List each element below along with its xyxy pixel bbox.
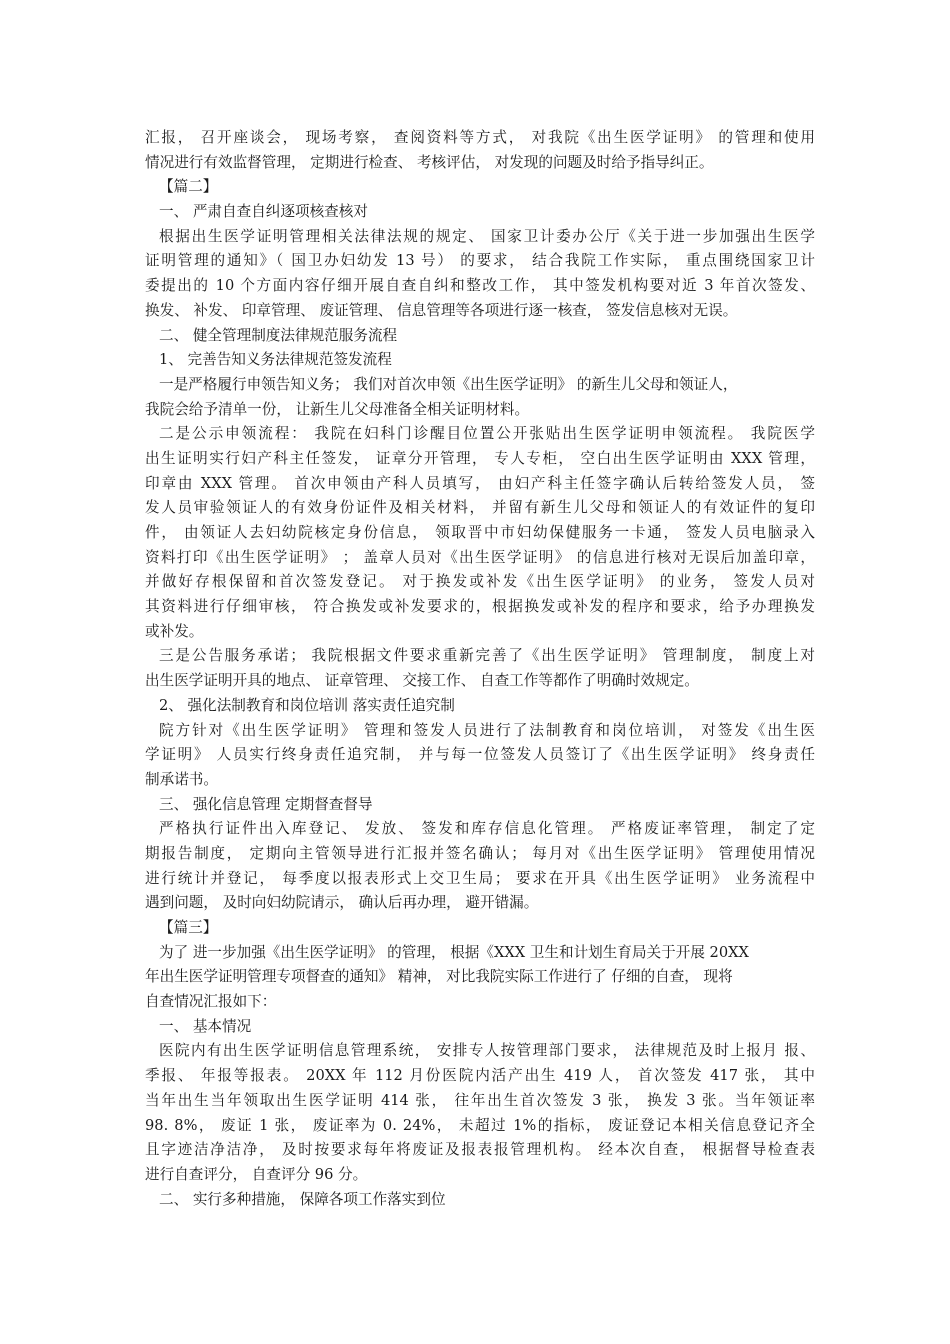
text-line: 并做好存根保留和首次签发登记。 对于换发或补发《出生医学证明》 的业务， 签发人员对 <box>145 573 815 591</box>
text-line: 二、 实行多种措施， 保障各项工作落实到位 <box>159 1190 446 1208</box>
text-line: 【篇三】 <box>159 919 218 936</box>
text-line: 汇报， 召开座谈会， 现场考察， 查阅资料等方式， 对我院《出生医学证明》 的管理和使用 <box>145 129 815 146</box>
text-line: 院方针对《出生医学证明》 管理和签发人员进行了法制教育和岗位培训， 对签发《出生医 <box>159 721 815 739</box>
text-line: 严格执行证件出入库登记、 发放、 签发和库存信息化管理。 严格废证率管理， 制定了定 <box>159 820 815 838</box>
text-line: 一是严格履行申领告知义务； 我们对首次申领《出生医学证明》 的新生儿父母和领证人， <box>159 375 738 393</box>
text-line: 进行自查评分， 自查评分 96 分。 <box>145 1165 368 1183</box>
text-line: 件， 由领证人去妇幼院核定身份信息， 领取晋中市妇幼保健服务一卡通， 签发人员电脑录入 <box>145 524 815 541</box>
text-line: 98. 8%， 废证 1 张， 废证率为 0. 24%， 未超过 1%的指标， 废证登记本相关信息登记齐全 <box>145 1116 815 1134</box>
text-line: 情况进行有效监督管理， 定期进行检查、 考核评估， 对发现的问题及时给予指导纠正。 <box>145 153 714 171</box>
text-line: 证明管理的通知》（ 国卫办妇幼发 13 号） 的要求， 结合我院工作实际， 重点围绕国家卫计 <box>145 252 815 270</box>
text-line: 当年出生当年领取出生医学证明 414 张， 往年出生首次签发 3 张， 换发 3 张。当年领证率 <box>145 1091 815 1109</box>
document-body <box>145 126 815 1212</box>
text-line: 学证明》 人员实行终身责任追究制， 并与每一位签发人员签订了《出生医学证明》 终身责任 <box>145 746 815 764</box>
text-line: 我院会给予清单一份， 让新生儿父母准备全相关证明材料。 <box>145 400 530 418</box>
text-line: 换发、 补发、 印章管理、 废证管理、 信息管理等各项进行逐一核查， 签发信息核对无误。 <box>145 301 738 319</box>
text-line: 且字迹洁净洁净， 及时按要求每年将废证及报表报管理机构。 经本次自查， 根据督导检查表 <box>145 1141 815 1159</box>
text-line: 期报告制度， 定期向主管领导进行汇报并签名确认； 每月对《出生医学证明》 管理使用情况 <box>145 844 815 862</box>
text-line: 二是公示申领流程： 我院在妇科门诊醒目位置公开张贴出生医学证明申领流程。 我院医学 <box>159 425 815 443</box>
text-line: 遇到问题， 及时向妇幼院请示， 确认后再办理， 避开错漏。 <box>145 894 539 912</box>
text-line: 2、 强化法制教育和岗位培训 落实责任追究制 <box>159 696 455 714</box>
text-line: 1、 完善告知义务法律规范签发流程 <box>159 351 392 369</box>
text-line: 资料打印《出生医学证明》 ； 盖章人员对《出生医学证明》 的信息进行核对无误后加盖印章， <box>145 548 815 566</box>
text-line: 出生医学证明开具的地点、 证章管理、 交接工作、 自查工作等都作了明确时效规定。 <box>145 672 699 690</box>
text-line: 印章由 XXX 管理。 首次申领由产科人员填写， 由妇产科主任签字确认后转给签发人员， 签 <box>145 474 815 492</box>
text-line: 出生证明实行妇产科主任签发， 证章分开管理， 专人专柜， 空白出生医学证明由 XXX 管理， <box>145 449 815 467</box>
text-line: 进行统计并登记， 每季度以报表形式上交卫生局； 要求在开具《出生医学证明》 业务流程中 <box>145 869 815 887</box>
text-line: 根据出生医学证明管理相关法律法规的规定、 国家卫计委办公厅《关于进一步加强出生医学 <box>159 227 815 245</box>
text-line: 季报、 年报等报表。 20XX 年 112 月份医院内活产出生 419 人， 首次签发 417 张， 其中 <box>145 1067 815 1085</box>
text-line: 或补发。 <box>145 622 204 640</box>
text-line: 委提出的 10 个方面内容仔细开展自查自纠和整改工作， 其中签发机构要对近 3 年首次签发、 <box>145 277 815 295</box>
text-line: 三、 强化信息管理 定期督查督导 <box>159 795 373 813</box>
text-line: 【篇二】 <box>159 178 218 196</box>
text-line: 发人员审验领证人的有效身份证件及相关材料， 并留有新生儿父母和领证人的有效证件的复印 <box>145 499 815 517</box>
text-line: 为了 进一步加强《出生医学证明》 的管理， 根据《XXX 卫生和计划生育局关于开展 20XX <box>159 943 749 961</box>
text-line: 年出生医学证明管理专项督查的通知》 精神， 对比我院实际工作进行了 仔细的自查， 现将 <box>145 968 733 986</box>
text-line: 自查情况汇报如下： <box>145 993 277 1011</box>
text-line: 其资料进行仔细审核， 符合换发或补发要求的，根据换发或补发的程序和要求，给予办理换发 <box>145 598 815 616</box>
text-line: 医院内有出生医学证明信息管理系统， 安排专人按管理部门要求， 法律规范及时上报月 报、 <box>159 1042 815 1060</box>
text-line: 一、 基本情况 <box>159 1017 252 1035</box>
text-line: 制承诺书。 <box>145 770 218 788</box>
text-line: 三是公告服务承诺； 我院根据文件要求重新完善了《出生医学证明》 管理制度， 制度上对 <box>159 647 815 665</box>
text-line: 二、 健全管理制度法律规范服务流程 <box>159 326 398 344</box>
text-line: 一、 严肃自查自纠逐项核查核对 <box>159 203 368 221</box>
